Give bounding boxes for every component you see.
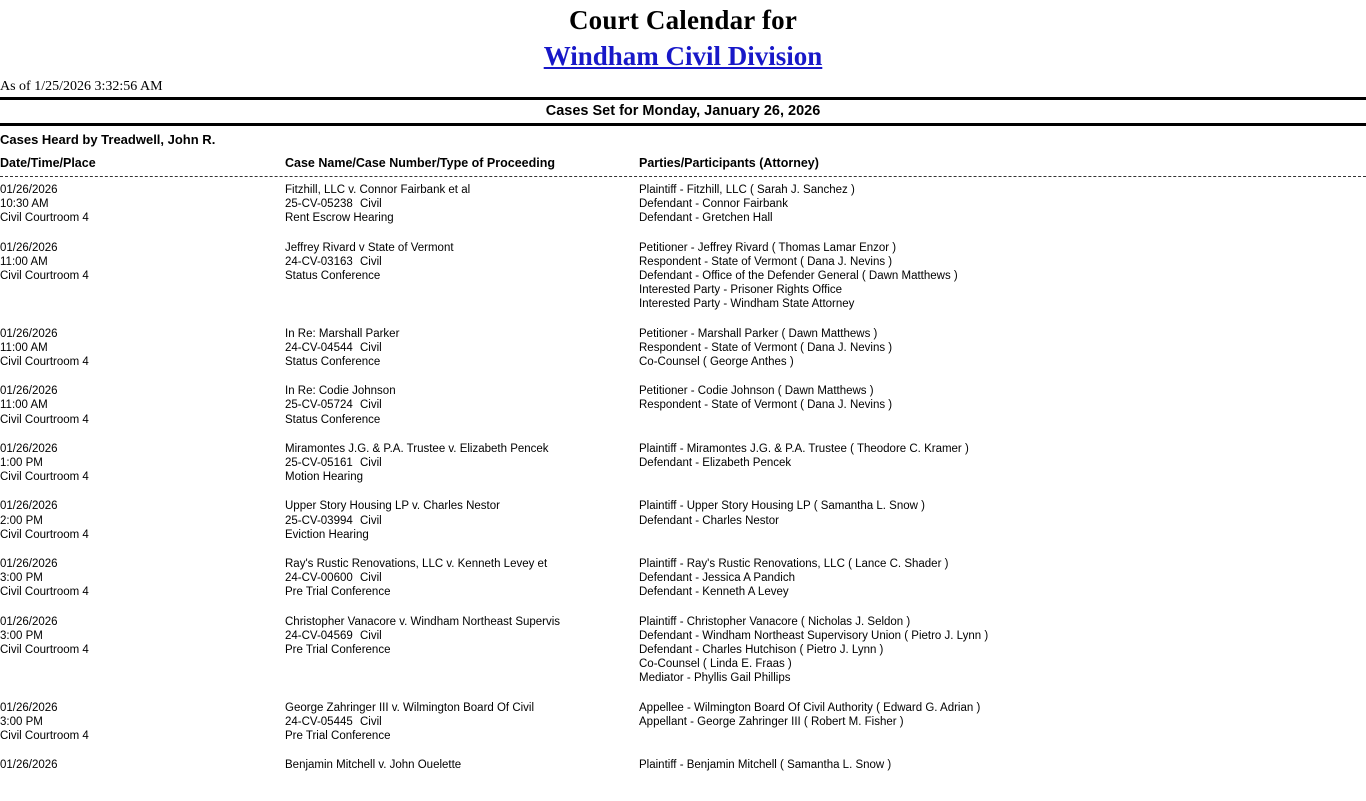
case-info (285, 701, 534, 744)
case-parties (639, 241, 958, 312)
case-type: Civil (360, 255, 382, 268)
party-participant: Co-Counsel ( George Anthes ) (639, 355, 794, 368)
case-number-and-type (285, 398, 396, 412)
case-date: 01/26/2026 (0, 327, 58, 340)
party-participant: Plaintiff - Benjamin Mitchell ( Samantha L. Snow ) (639, 759, 892, 772)
case-number-and-type (285, 629, 560, 643)
case-name: Christopher Vanacore v. Windham Northeast Supervis (285, 615, 561, 628)
party-participant: Appellant - George Zahringer III ( Robert M. Fisher ) (639, 715, 904, 728)
column-header-row (0, 157, 1366, 177)
cases-set-banner (0, 97, 1366, 126)
case-place: Civil Courtroom 4 (0, 212, 89, 225)
case-info (285, 615, 560, 658)
case-time: 10:30 AM (0, 198, 49, 211)
cases-set-banner-text: Cases Set for Monday, January 26, 2026 (545, 103, 821, 120)
column-header-parties: Parties/Participants (Attorney) (639, 155, 819, 170)
party-participant: Plaintiff - Ray's Rustic Renovations, LLC ( Lance C. Shader ) (639, 557, 949, 570)
case-date-time-place (0, 241, 89, 284)
case-time: 11:00 AM (0, 399, 48, 412)
case-date-time-place (0, 758, 58, 801)
case-type: Civil (360, 456, 382, 469)
case-time: 1:00 PM (0, 456, 43, 469)
case-place: Civil Courtroom 4 (0, 528, 89, 541)
case-parties (639, 701, 980, 729)
case-number-and-type (285, 197, 470, 211)
case-place: Civil Courtroom 4 (0, 413, 89, 426)
case-proceeding: Status Conference (285, 269, 381, 282)
party-participant: Defendant - Connor Fairbank (639, 198, 788, 211)
case-place: Civil Courtroom 4 (0, 269, 89, 282)
case-type: Civil (360, 341, 382, 354)
case-parties (639, 758, 891, 772)
case-date: 01/26/2026 (0, 500, 58, 513)
case-info (285, 758, 461, 801)
column-header-case-info: Case Name/Case Number/Type of Proceeding (285, 155, 555, 170)
party-participant: Defendant - Jessica A Pandich (639, 572, 795, 585)
case-time: 3:00 PM (0, 629, 43, 642)
case-parties (639, 615, 988, 686)
case-name: Jeffrey Rivard v State of Vermont (285, 241, 454, 254)
case-number: 24-CV-00600 (285, 572, 353, 585)
party-participant: Interested Party - Windham State Attorney (639, 298, 855, 311)
case-date-time-place (0, 183, 89, 226)
party-participant: Defendant - Elizabeth Pencek (639, 456, 792, 469)
case-row (0, 557, 1366, 600)
case-name: In Re: Marshall Parker (285, 327, 400, 340)
case-number: 25-CV-03994 (285, 514, 353, 527)
case-info (285, 384, 396, 427)
party-participant: Appellee - Wilmington Board Of Civil Authority ( Edward G. Adrian ) (639, 701, 981, 714)
case-number-and-type (285, 715, 534, 729)
case-proceeding: Pre Trial Conference (285, 643, 391, 656)
case-number-and-type (285, 571, 547, 585)
case-number: 24-CV-03163 (285, 255, 353, 268)
case-list (0, 177, 1366, 801)
case-row (0, 499, 1366, 542)
case-date: 01/26/2026 (0, 557, 58, 570)
case-date: 01/26/2026 (0, 442, 58, 455)
case-row (0, 384, 1366, 427)
case-info (285, 557, 547, 600)
party-participant: Defendant - Charles Nestor (639, 514, 779, 527)
division-link[interactable]: Windham Civil Division (543, 40, 823, 71)
party-participant: Interested Party - Prisoner Rights Office (639, 284, 843, 297)
case-place: Civil Courtroom 4 (0, 643, 89, 656)
case-proceeding: Status Conference (285, 413, 381, 426)
party-participant: Petitioner - Jeffrey Rivard ( Thomas Lamar Enzor ) (639, 241, 897, 254)
case-number: 25-CV-05724 (285, 399, 353, 412)
case-date-time-place (0, 499, 89, 542)
case-number: 24-CV-05445 (285, 715, 353, 728)
case-parties (639, 499, 925, 527)
case-parties (639, 557, 948, 600)
case-date: 01/26/2026 (0, 701, 58, 714)
case-name: Ray's Rustic Renovations, LLC v. Kenneth Levey et (285, 557, 548, 570)
case-number: 25-CV-05161 (285, 456, 353, 469)
case-number: 24-CV-04569 (285, 629, 353, 642)
case-proceeding: Eviction Hearing (285, 528, 369, 541)
case-name: In Re: Codie Johnson (285, 385, 396, 398)
case-number-and-type (285, 514, 500, 528)
case-date-time-place (0, 557, 89, 600)
case-row (0, 442, 1366, 485)
party-participant: Defendant - Charles Hutchison ( Pietro J. Lynn ) (639, 643, 884, 656)
case-place: Civil Courtroom 4 (0, 471, 89, 484)
judge-heading: Cases Heard by Treadwell, John R. (0, 132, 216, 148)
party-participant: Defendant - Office of the Defender General ( Dawn Matthews ) (639, 269, 958, 282)
party-participant: Respondent - State of Vermont ( Dana J. Nevins ) (639, 255, 893, 268)
party-participant: Co-Counsel ( Linda E. Fraas ) (639, 658, 792, 671)
case-parties (639, 384, 892, 412)
case-info (285, 327, 399, 370)
case-name: Benjamin Mitchell v. John Ouelette (285, 759, 462, 772)
case-time: 11:00 AM (0, 341, 48, 354)
case-date-time-place (0, 615, 89, 658)
case-date-time-place (0, 384, 89, 427)
document-header (0, 0, 1366, 73)
party-participant: Petitioner - Codie Johnson ( Dawn Matthews ) (639, 385, 874, 398)
case-row (0, 615, 1366, 686)
party-participant: Petitioner - Marshall Parker ( Dawn Matthews ) (639, 327, 878, 340)
case-type: Civil (360, 198, 382, 211)
party-participant: Defendant - Windham Northeast Supervisory Union ( Pietro J. Lynn ) (639, 629, 989, 642)
case-proceeding: Pre Trial Conference (285, 729, 391, 742)
case-type: Civil (360, 629, 382, 642)
party-participant: Defendant - Gretchen Hall (639, 212, 773, 225)
case-date: 01/26/2026 (0, 183, 58, 196)
party-participant: Plaintiff - Fitzhill, LLC ( Sarah J. Sanchez ) (639, 183, 855, 196)
case-name: Miramontes J.G. & P.A. Trustee v. Elizabeth Pencek (285, 442, 549, 455)
case-date: 01/26/2026 (0, 615, 58, 628)
case-parties (639, 327, 892, 370)
case-number: 24-CV-04544 (285, 341, 353, 354)
case-info (285, 442, 549, 485)
case-date-time-place (0, 327, 89, 370)
case-info (285, 183, 470, 226)
party-participant: Plaintiff - Upper Story Housing LP ( Samantha L. Snow ) (639, 500, 925, 513)
party-participant: Respondent - State of Vermont ( Dana J. Nevins ) (639, 399, 893, 412)
case-time: 3:00 PM (0, 715, 43, 728)
case-place: Civil Courtroom 4 (0, 729, 89, 742)
party-participant: Mediator - Phyllis Gail Phillips (639, 672, 791, 685)
case-number-and-type (285, 341, 399, 355)
case-info (285, 499, 500, 542)
case-info (285, 241, 454, 284)
page-title: Court Calendar for (568, 5, 798, 35)
party-participant: Respondent - State of Vermont ( Dana J. Nevins ) (639, 341, 893, 354)
case-time: 3:00 PM (0, 572, 43, 585)
case-parties (639, 183, 855, 226)
case-proceeding: Rent Escrow Hearing (285, 212, 394, 225)
case-number-and-type (285, 255, 454, 269)
case-time: 11:00 AM (0, 255, 48, 268)
party-participant: Plaintiff - Miramontes J.G. & P.A. Trustee ( Theodore C. Kramer ) (639, 442, 969, 455)
case-type: Civil (360, 715, 382, 728)
case-date: 01/26/2026 (0, 385, 58, 398)
case-type: Civil (360, 399, 382, 412)
case-type: Civil (360, 514, 382, 527)
party-participant: Plaintiff - Christopher Vanacore ( Nicholas J. Seldon ) (639, 615, 911, 628)
case-row (0, 758, 1366, 801)
case-proceeding: Status Conference (285, 355, 381, 368)
case-name: Fitzhill, LLC v. Connor Fairbank et al (285, 183, 471, 196)
case-name: Upper Story Housing LP v. Charles Nestor (285, 500, 500, 513)
case-date: 01/26/2026 (0, 759, 58, 772)
case-proceeding: Motion Hearing (285, 471, 363, 484)
case-date-time-place (0, 701, 89, 744)
party-participant: Defendant - Kenneth A Levey (639, 586, 789, 599)
case-proceeding: Pre Trial Conference (285, 586, 391, 599)
case-type: Civil (360, 572, 382, 585)
case-number: 25-CV-05238 (285, 198, 353, 211)
case-row (0, 241, 1366, 312)
case-place: Civil Courtroom 4 (0, 355, 89, 368)
case-time: 2:00 PM (0, 514, 43, 527)
case-date: 01/26/2026 (0, 241, 58, 254)
case-number-and-type (285, 456, 549, 470)
case-row (0, 183, 1366, 226)
case-place: Civil Courtroom 4 (0, 586, 89, 599)
as-of-timestamp: As of 1/25/2026 3:32:56 AM (0, 78, 163, 94)
case-name: George Zahringer III v. Wilmington Board Of Civil (285, 701, 535, 714)
case-parties (639, 442, 969, 470)
case-date-time-place (0, 442, 89, 485)
case-row (0, 701, 1366, 744)
case-row (0, 327, 1366, 370)
column-header-date-time-place: Date/Time/Place (0, 155, 96, 170)
